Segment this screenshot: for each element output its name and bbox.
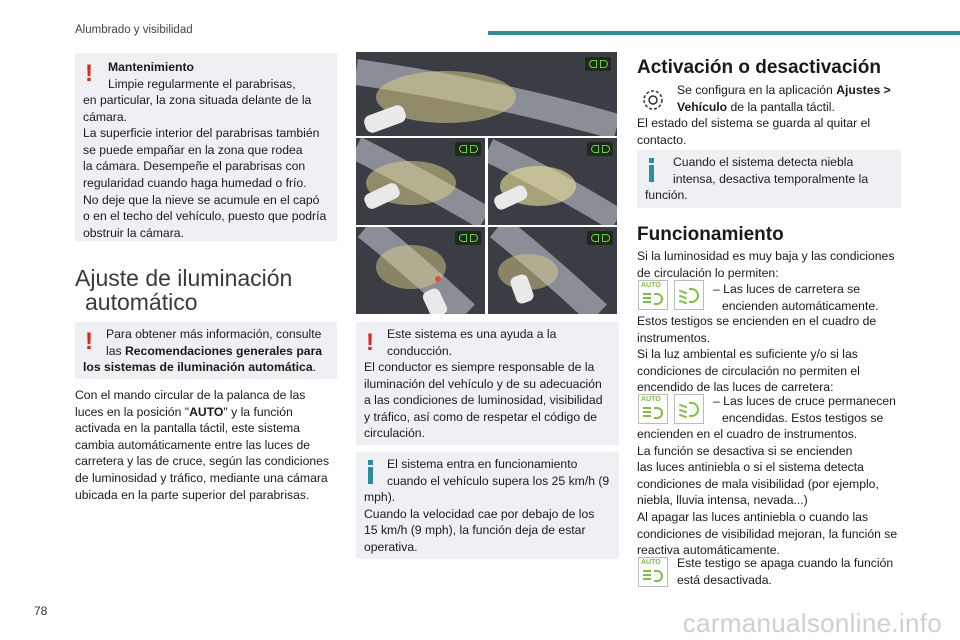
note-line: Para obtener más información, consulte [106, 327, 322, 341]
maintenance-line: se puede empañar en la zona que rodea [83, 142, 303, 157]
activation-text-cont [637, 115, 907, 148]
info-line: Cuando la velocidad cae por debajo de los [364, 506, 595, 521]
operation-line: Si la luz ambiental es suficiente y/o si las [637, 347, 858, 362]
operation-line: Este testigo se apaga cuando la función [677, 556, 894, 570]
operation-line: Si la luminosidad es muy baja y las condiciones [637, 249, 895, 263]
operation-line: las luces antiniebla o si el sistema detecta [637, 460, 864, 475]
auto-lights-icon [638, 394, 668, 424]
warning-line: y tráfico, así como de respetar el código de [364, 409, 598, 424]
illustration-mid-right [488, 138, 617, 225]
heading-activation: Activación o desactivación [637, 57, 881, 78]
heading-operation: Funcionamiento [637, 224, 784, 245]
note-bold: los sistemas de iluminación automática [83, 360, 313, 374]
activation-line: contacto. [637, 132, 687, 147]
dipped-beam-icon [674, 280, 704, 310]
activation-text: Se configura en la aplicación [677, 83, 837, 97]
activation-line [677, 99, 907, 116]
info-line: operativa. [364, 539, 418, 554]
operation-line: condiciones de visibilidad mejoran, la función se [637, 526, 898, 541]
headlight-indicator-icon [455, 142, 481, 156]
body-line: de luminosidad y tráfico, mediante una cámara [75, 470, 328, 485]
maintenance-line: No deje que la nieve se acumule en el capó [83, 192, 320, 207]
warning-line: iluminación del vehículo y de su adecuación [364, 376, 602, 391]
maintenance-warning-box [75, 53, 337, 241]
operation-text-a [637, 248, 917, 281]
auto-label: AUTO [641, 559, 661, 566]
warning-line: Este sistema es una ayuda a la [387, 327, 557, 341]
maintenance-line: Limpie regularmente el parabrisas, [108, 76, 296, 91]
illustration-bottom-left [356, 227, 485, 314]
heading-auto-lighting [75, 266, 292, 314]
illustration-bottom-right [488, 227, 617, 314]
body-bold: AUTO [189, 404, 224, 419]
operation-line: – Las luces de carretera se [713, 282, 861, 296]
activation-bold: Ajustes > [836, 83, 891, 97]
warning-icon: ! [366, 329, 374, 356]
note-line [83, 359, 316, 376]
fog-line: intensa, desactiva temporalmente la [673, 171, 869, 186]
note-text: las [106, 343, 125, 358]
note-bold: Recomendaciones generales para [124, 343, 323, 358]
operation-line: encendido de las luces de carretera: [637, 380, 834, 395]
maintenance-line: obstruir la cámara. [83, 225, 184, 240]
operation-line: La función se desactiva si se encienden [637, 443, 853, 458]
maintenance-line: la cámara. Desempeñe el parabrisas con [83, 159, 306, 174]
auto-label: AUTO [641, 396, 661, 403]
operation-line: encienden en el cuadro de instrumentos. [637, 427, 858, 441]
maintenance-line: La superficie interior del parabrisas también [83, 126, 320, 141]
maintenance-line: en particular, la zona situada delante de la [83, 93, 312, 107]
maintenance-line: cámara. [83, 109, 128, 124]
illustration-top [356, 52, 617, 136]
page-number: 78 [34, 604, 48, 618]
activation-text: de la pantalla táctil. [727, 99, 835, 114]
more-info-warning-box [75, 322, 337, 379]
body-line: cambia automáticamente entre las luces de [75, 437, 311, 452]
operation-last [677, 555, 917, 588]
maintenance-title: Mantenimiento [108, 60, 194, 74]
fog-line: Cuando el sistema detecta niebla [673, 155, 854, 169]
info-icon [649, 158, 655, 182]
body-text: " y la función [223, 404, 293, 419]
warning-line: a las condiciones de luminosidad, visibilidad [364, 393, 603, 408]
warning-line: circulación. [364, 426, 425, 441]
activation-line: El estado del sistema se guarda al quitar el [637, 116, 871, 130]
info-icon [368, 460, 374, 484]
headlight-indicator-icon [587, 142, 613, 156]
note-line [106, 343, 334, 360]
info-line: mph). [364, 490, 396, 504]
body-line: carretera y las de cruce, según las condiciones [75, 454, 330, 469]
body-line [75, 404, 340, 421]
note-text: . [312, 360, 316, 374]
speed-info-box [356, 452, 619, 559]
operation-line: reactiva automáticamente. [637, 543, 780, 558]
auto-label: AUTO [641, 282, 661, 289]
operation-line: instrumentos. [637, 330, 711, 345]
operation-line: condiciones de mala visibilidad (por ejemplo, [637, 476, 879, 491]
maintenance-line: regularidad cuando haga humedad o frío. [83, 175, 307, 190]
operation-line: encienden automáticamente. [722, 298, 879, 313]
activation-bold: Vehículo [677, 99, 728, 114]
operation-line: Al apagar las luces antiniebla o cuando las [637, 509, 869, 524]
headlight-indicator-icon [455, 231, 481, 245]
headlight-indicator-icon [587, 231, 613, 245]
auto-lights-icon [638, 280, 668, 310]
body-line: ubicada en la parte superior del parabrisas. [75, 487, 310, 502]
headlight-indicator-icon [585, 57, 611, 71]
heading-line: Ajuste de iluminación [75, 265, 293, 291]
operation-text-c [637, 426, 922, 559]
activation-line [677, 82, 907, 99]
operation-line: condiciones de circulación no permiten el [637, 363, 860, 378]
operation-line: niebla, lluvia intensa, nevada...) [637, 493, 808, 508]
warning-line: conducción. [387, 343, 453, 358]
info-line: 15 km/h (9 mph), la función deja de estar [364, 523, 586, 538]
body-text: luces en la posición " [75, 404, 190, 419]
maintenance-line: o en el techo del vehículo, puesto que podría [83, 209, 327, 224]
section-title: Alumbrado y visibilidad [75, 24, 193, 36]
operation-line: está desactivada. [677, 572, 772, 587]
info-line: El sistema entra en funcionamiento [387, 457, 578, 471]
fog-info-box [637, 150, 901, 208]
operation-text-b [637, 313, 917, 396]
road-illustration [356, 52, 617, 136]
header-accent-bar [488, 31, 960, 35]
activation-text [677, 82, 907, 115]
operation-line: de circulación lo permiten: [637, 265, 779, 280]
body-line: activada en la pantalla táctil, este sistema [75, 421, 300, 436]
watermark: carmanualsonline.info [682, 608, 942, 638]
fog-line: función. [645, 188, 688, 202]
warning-icon: ! [85, 60, 93, 87]
body-line: Con el mando circular de la palanca de las [75, 388, 306, 402]
operation-item-1 [713, 281, 913, 314]
auto-lighting-body [75, 387, 340, 503]
operation-line: – Las luces de cruce permanecen [713, 394, 896, 408]
operation-line: encendidas. Estos testigos se [722, 410, 884, 425]
info-line: cuando el vehículo supera los 25 km/h (9 [387, 473, 610, 488]
gear-icon [638, 85, 668, 115]
warning-line: El conductor es siempre responsable de la [364, 360, 595, 374]
illustration-mid-left [356, 138, 485, 225]
dipped-beam-icon [674, 394, 704, 424]
driver-responsibility-warning-box [356, 322, 619, 445]
operation-line: Estos testigos se encienden en el cuadro de [637, 314, 877, 328]
auto-lights-icon [638, 557, 668, 587]
operation-item-2 [713, 393, 918, 426]
heading-line: automático [85, 289, 198, 315]
warning-icon: ! [85, 328, 93, 355]
